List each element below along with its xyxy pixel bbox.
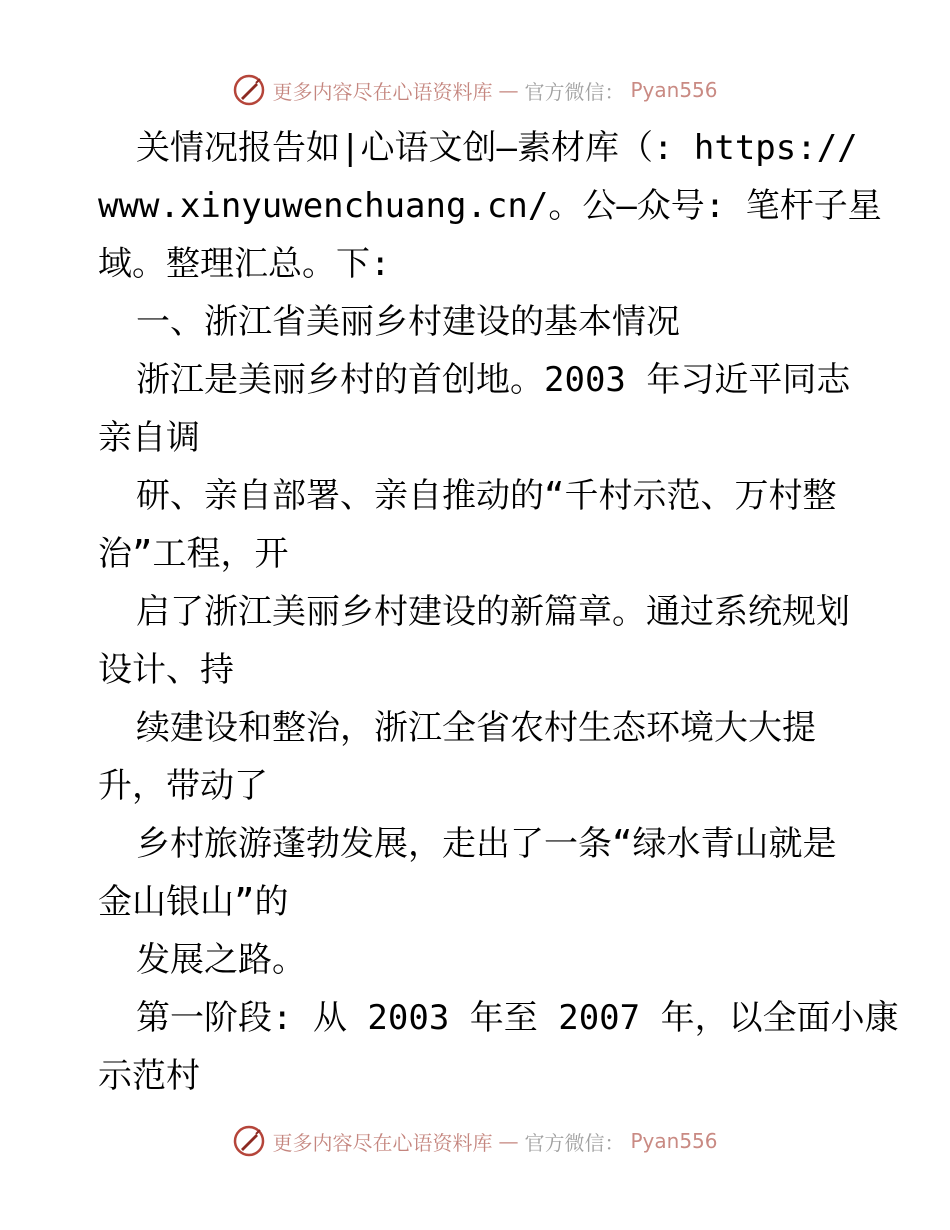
header-banner	[0, 70, 950, 110]
text-line: 升，带动了	[98, 766, 268, 806]
banner-dash: —	[498, 78, 519, 102]
text-line: 域。整理汇总。下:	[98, 244, 391, 284]
banner-wechat-label: 官方微信：	[524, 79, 625, 104]
banner-site-text: 更多内容尽在心语资料库	[272, 1130, 493, 1155]
text-line: 第一阶段: 从 2003 年至 2007 年，以全面小康	[136, 998, 899, 1038]
banner-wechat-id: Pyan556	[630, 78, 718, 102]
text-line: 浙江是美丽乡村的首创地。2003 年习近平同志	[136, 360, 851, 400]
text-line: 发展之路。	[136, 940, 306, 980]
text-line: 亲自调	[98, 418, 200, 458]
text-line: 设计、持	[98, 650, 234, 690]
text-line: 研、亲自部署、亲自推动的“千村示范、万村整	[136, 476, 837, 516]
text-line: 续建设和整治，浙江全省农村生态环境大大提	[136, 708, 816, 748]
text-line: 治”工程，开	[98, 534, 289, 574]
feather-pen-logo-icon	[232, 73, 266, 107]
text-line: 启了浙江美丽乡村建设的新篇章。通过系统规划	[136, 592, 850, 632]
text-line: 金山银山”的	[98, 882, 289, 922]
banner-site-text: 更多内容尽在心语资料库	[272, 79, 493, 104]
body-text	[98, 119, 899, 1105]
text-line: 示范村	[98, 1056, 200, 1096]
section-heading: 一、浙江省美丽乡村建设的基本情况	[136, 302, 680, 342]
text-line: 乡村旅游蓬勃发展，走出了一条“绿水青山就是	[136, 824, 837, 864]
feather-pen-logo-icon	[232, 1124, 266, 1158]
footer-banner	[0, 1121, 950, 1161]
banner-wechat-label: 官方微信：	[524, 1130, 625, 1155]
text-line: www.xinyuwenchuang.cn/。公—众号: 笔杆子星	[98, 186, 882, 226]
banner-wechat-id: Pyan556	[630, 1129, 718, 1153]
banner-dash: —	[498, 1129, 519, 1153]
text-line: 关情况报告如|心语文创—素材库（: https://	[136, 128, 858, 168]
